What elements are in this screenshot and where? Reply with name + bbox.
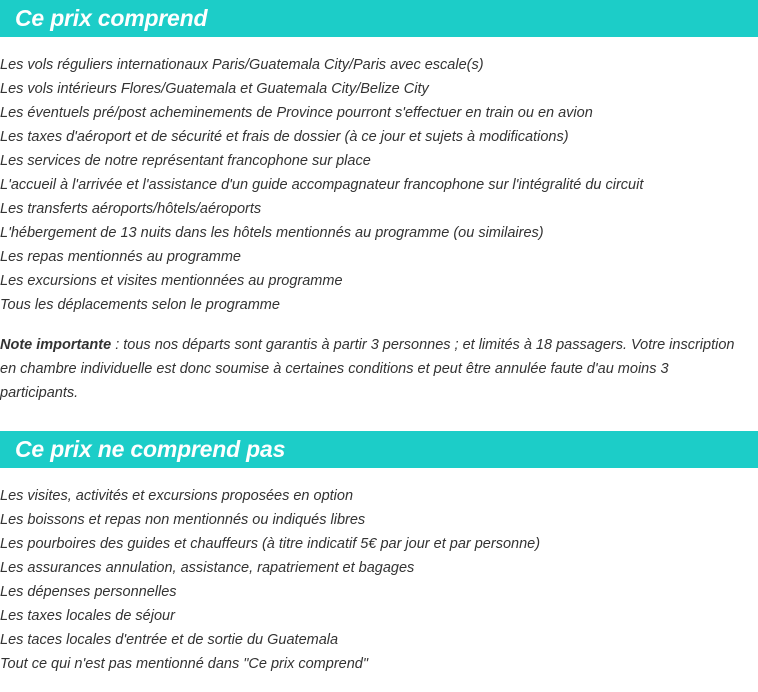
list-item: Les transferts aéroports/hôtels/aéroports	[0, 201, 262, 217]
important-note-label: Note importante	[0, 337, 112, 353]
price-includes-header	[0, 0, 758, 37]
list-item: Tout ce qui n'est pas mentionné dans "Ce prix comprend"	[0, 656, 368, 672]
list-item: Les vols réguliers internationaux Paris/Guatemala City/Paris avec escale(s)	[0, 57, 484, 73]
list-item: Les assurances annulation, assistance, rapatriement et bagages	[0, 560, 415, 576]
list-item: Les repas mentionnés au programme	[0, 249, 241, 265]
list-item: Tous les déplacements selon le programme	[0, 297, 280, 313]
price-includes-list	[0, 53, 758, 317]
list-item: Les taces locales d'entrée et de sortie du Guatemala	[0, 632, 339, 648]
list-item: Les services de notre représentant francophone sur place	[0, 153, 371, 169]
list-item: Les taxes d'aéroport et de sécurité et frais de dossier (à ce jour et sujets à modifications)	[0, 129, 569, 145]
price-excludes-section	[0, 431, 758, 676]
price-excludes-title: Ce prix ne comprend pas	[15, 436, 286, 462]
price-excludes-list	[0, 484, 758, 676]
list-item: Les dépenses personnelles	[0, 584, 177, 600]
list-item: Les visites, activités et excursions proposées en option	[0, 488, 354, 504]
list-item: Les excursions et visites mentionnées au programme	[0, 273, 343, 289]
important-note	[0, 333, 750, 405]
important-note-text: : tous nos départs sont garantis à partir 3 personnes ; et limités à 18 passagers. Votre inscription en chambre individuelle est donc soumise à certaines conditions et peut être annulée faute d'au moins 3 participants.	[0, 337, 735, 401]
list-item: Les éventuels pré/post acheminements de Province pourront s'effectuer en train ou en avion	[0, 105, 593, 121]
list-item: Les pourboires des guides et chauffeurs (à titre indicatif 5€ par jour et par personne)	[0, 536, 541, 552]
list-item: Les taxes locales de séjour	[0, 608, 175, 624]
list-item: Les vols intérieurs Flores/Guatemala et Guatemala City/Belize City	[0, 81, 429, 97]
list-item: Les boissons et repas non mentionnés ou indiqués libres	[0, 512, 366, 528]
list-item: L'accueil à l'arrivée et l'assistance d'un guide accompagnateur francophone sur l'intégralité du circuit	[0, 177, 644, 193]
price-excludes-header	[0, 431, 758, 468]
list-item: L'hébergement de 13 nuits dans les hôtels mentionnés au programme (ou similaires)	[0, 225, 544, 241]
price-includes-title: Ce prix comprend	[15, 5, 208, 31]
